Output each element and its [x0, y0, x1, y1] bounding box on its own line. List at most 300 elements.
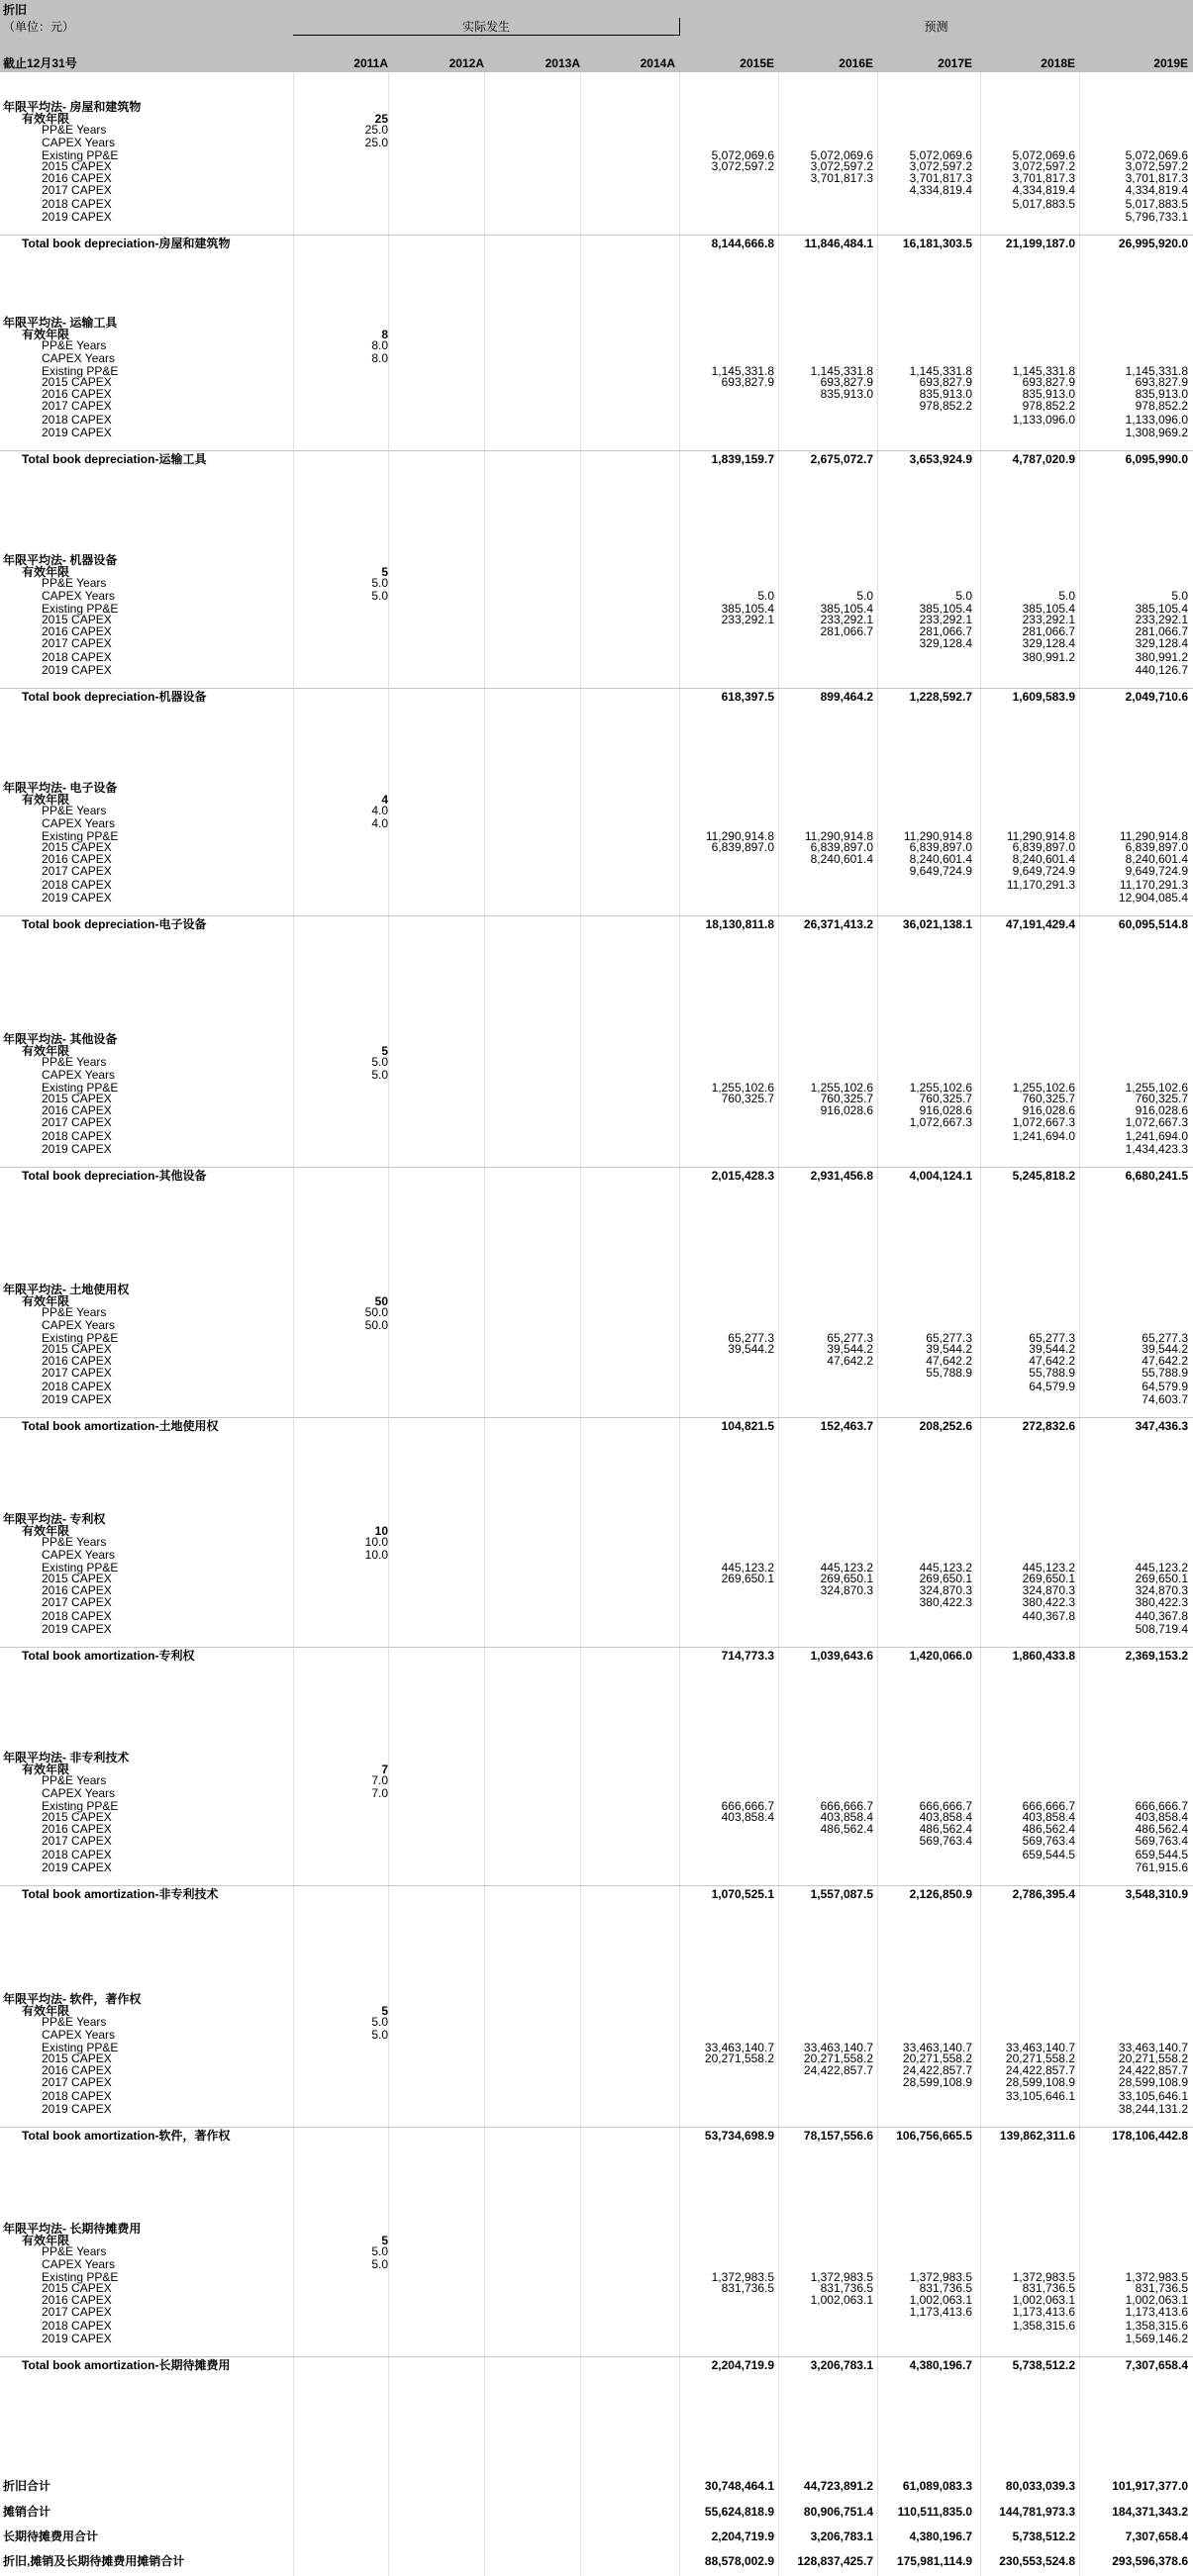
forecast-cell: 440,367.8 [1022, 1609, 1075, 1623]
capex-years-value: 4.0 [371, 816, 388, 830]
forecast-cell: 329,128.4 [1022, 636, 1075, 650]
forecast-cell: 233,292.1 [1135, 613, 1188, 626]
forecast-cell: 5,072,069.6 [810, 148, 873, 162]
year-header-2014A: 2014A [640, 56, 675, 70]
ppe-years-value: 10.0 [364, 1535, 388, 1549]
total-cell: 36,021,138.1 [902, 917, 972, 931]
row-label: Existing PP&E [42, 2041, 119, 2054]
forecast-cell: 9,649,724.9 [1125, 864, 1188, 878]
forecast-cell: 5,072,069.6 [909, 148, 972, 162]
row-label: 2016 CAPEX [42, 387, 112, 401]
capex-years-forecast: 5.0 [757, 589, 774, 603]
forecast-cell: 12,904,085.4 [1118, 891, 1188, 905]
forecast-cell: 28,599,108.9 [1118, 2075, 1188, 2089]
row-label: 2015 CAPEX [42, 2051, 112, 2065]
forecast-cell: 20,271,558.2 [704, 2051, 774, 2065]
useful-life-label: 有效年限 [22, 2234, 70, 2247]
row-label: 2018 CAPEX [42, 1848, 112, 1861]
capex-years-forecast: 5.0 [1171, 589, 1188, 603]
row-label: 2018 CAPEX [42, 2089, 112, 2103]
total-cell: 18,130,811.8 [705, 917, 774, 931]
row-label: 2016 CAPEX [42, 624, 112, 638]
forecast-cell: 1,434,423.3 [1125, 1142, 1188, 1156]
forecast-cell: 385,105.4 [1135, 602, 1188, 616]
section-title: 年限平均法- 其他设备 [3, 1032, 118, 1046]
forecast-cell: 659,544.5 [1022, 1848, 1075, 1861]
year-header-2016E: 2016E [839, 56, 873, 70]
forecast-cell: 233,292.1 [1022, 613, 1075, 626]
forecast-cell: 269,650.1 [1135, 1572, 1188, 1585]
summary-cell: 7,307,658.4 [1125, 2529, 1188, 2543]
forecast-cell: 486,562.4 [919, 1822, 972, 1836]
total-cell: 78,157,556.6 [803, 2129, 873, 2143]
useful-life-value: 50 [374, 1294, 388, 1308]
capex-years-label: CAPEX Years [42, 2028, 116, 2042]
capex-years-label: CAPEX Years [42, 1548, 116, 1562]
row-label: 2019 CAPEX [42, 663, 112, 677]
forecast-cell: 28,599,108.9 [1005, 2075, 1075, 2089]
forecast-cell: 11,290,914.8 [1119, 829, 1188, 843]
forecast-cell: 6,839,897.0 [810, 840, 873, 854]
summary-cell: 101,917,377.0 [1112, 2479, 1188, 2493]
section-title: 年限平均法- 电子设备 [3, 781, 118, 795]
ppe-years-value: 4.0 [371, 804, 388, 817]
total-label: Total book depreciation-电子设备 [22, 917, 207, 931]
forecast-cell: 1,145,331.8 [1125, 364, 1188, 378]
forecast-cell: 380,991.2 [1022, 650, 1075, 664]
forecast-cell: 1,372,983.5 [1012, 2270, 1075, 2284]
forecast-cell: 5,072,069.6 [1125, 148, 1188, 162]
forecast-cell: 831,736.5 [1022, 2281, 1075, 2295]
capex-years-label: CAPEX Years [42, 1786, 116, 1800]
forecast-cell: 64,579.9 [1142, 1380, 1188, 1393]
forecast-cell: 486,562.4 [820, 1822, 873, 1836]
total-cell: 2,204,719.9 [711, 2358, 774, 2372]
forecast-cell: 3,072,597.2 [909, 159, 972, 173]
total-cell: 106,756,665.5 [896, 2129, 972, 2143]
total-cell: 26,371,413.2 [803, 917, 873, 931]
forecast-cell: 281,066.7 [820, 624, 873, 638]
total-divider [0, 1417, 1193, 1418]
forecast-cell: 233,292.1 [721, 613, 774, 626]
row-label: 2019 CAPEX [42, 1142, 112, 1156]
forecast-cell: 831,736.5 [820, 2281, 873, 2295]
forecast-cell: 6,839,897.0 [1012, 840, 1075, 854]
forecast-cell: 47,642.2 [1142, 1354, 1188, 1368]
row-label: 2018 CAPEX [42, 878, 112, 892]
row-label: 2018 CAPEX [42, 1129, 112, 1143]
summary-cell: 88,578,002.9 [704, 2554, 774, 2568]
summary-label: 折旧合计 [3, 2479, 51, 2493]
forecast-cell: 33,463,140.7 [1005, 2041, 1075, 2054]
total-cell: 899,464.2 [820, 690, 873, 704]
summary-cell: 128,837,425.7 [797, 2554, 873, 2568]
forecast-cell: 20,271,558.2 [902, 2051, 972, 2065]
total-cell: 5,738,512.2 [1012, 2358, 1075, 2372]
useful-life-value: 5 [381, 1044, 388, 1058]
row-label: 2017 CAPEX [42, 864, 112, 878]
capex-years-value: 5.0 [371, 2028, 388, 2042]
total-label: Total book depreciation-运输工具 [22, 452, 207, 466]
forecast-cell: 385,105.4 [919, 602, 972, 616]
row-label: 2017 CAPEX [42, 2075, 112, 2089]
row-label: Existing PP&E [42, 1561, 119, 1574]
forecast-cell: 24,422,857.7 [1118, 2063, 1188, 2077]
year-header-2012A: 2012A [448, 56, 484, 70]
forecast-cell: 760,325.7 [721, 1092, 774, 1105]
forecast-cell: 33,463,140.7 [1118, 2041, 1188, 2054]
section-title: 年限平均法- 专利权 [3, 1512, 106, 1526]
forecast-cell: 269,650.1 [919, 1572, 972, 1585]
total-cell: 1,860,433.8 [1012, 1649, 1075, 1663]
useful-life-value: 5 [381, 2234, 388, 2247]
total-cell: 3,206,783.1 [810, 2358, 873, 2372]
forecast-cell: 978,852.2 [1135, 399, 1188, 413]
year-header-2013A: 2013A [545, 56, 580, 70]
forecast-cell: 233,292.1 [919, 613, 972, 626]
forecast-cell: 569,763.4 [919, 1834, 972, 1848]
section-title: 年限平均法- 长期待摊费用 [3, 2222, 142, 2236]
forecast-cell: 24,422,857.7 [803, 2063, 873, 2077]
forecast-cell: 269,650.1 [820, 1572, 873, 1585]
forecast-cell: 24,422,857.7 [902, 2063, 972, 2077]
forecast-cell: 835,913.0 [919, 387, 972, 401]
forecast-cell: 1,173,413.6 [1125, 2305, 1188, 2319]
ppe-years-label: PP&E Years [42, 2244, 107, 2258]
section-title: 年限平均法- 运输工具 [3, 316, 118, 330]
total-cell: 4,787,020.9 [1012, 452, 1075, 466]
total-cell: 3,548,310.9 [1125, 1887, 1188, 1901]
forecast-cell: 659,544.5 [1135, 1848, 1188, 1861]
forecast-cell: 8,240,601.4 [1125, 852, 1188, 866]
column-divider [980, 72, 981, 2576]
forecast-cell: 693,827.9 [1022, 375, 1075, 389]
total-divider [0, 450, 1193, 451]
forecast-cell: 329,128.4 [919, 636, 972, 650]
total-cell: 2,931,456.8 [810, 1169, 873, 1183]
forecast-cell: 55,788.9 [1029, 1366, 1075, 1380]
forecast-cell: 33,463,140.7 [902, 2041, 972, 2054]
row-label: 2016 CAPEX [42, 2063, 112, 2077]
forecast-cell: 486,562.4 [1022, 1822, 1075, 1836]
forecast-cell: 6,839,897.0 [711, 840, 774, 854]
ppe-years-label: PP&E Years [42, 576, 107, 590]
forecast-cell: 65,277.3 [926, 1331, 972, 1345]
summary-cell: 144,781,973.3 [999, 2505, 1075, 2519]
total-cell: 1,420,066.0 [909, 1649, 972, 1663]
forecast-cell: 9,649,724.9 [1012, 864, 1075, 878]
total-cell: 6,680,241.5 [1125, 1169, 1188, 1183]
row-label: Existing PP&E [42, 1081, 119, 1095]
forecast-cell: 916,028.6 [919, 1103, 972, 1117]
summary-cell: 44,723,891.2 [803, 2479, 873, 2493]
useful-life-label: 有效年限 [22, 1294, 70, 1308]
forecast-cell: 1,372,983.5 [711, 2270, 774, 2284]
summary-cell: 2,204,719.9 [711, 2529, 774, 2543]
row-label: 2018 CAPEX [42, 1609, 112, 1623]
summary-cell: 3,206,783.1 [810, 2529, 873, 2543]
forecast-cell: 1,133,096.0 [1012, 413, 1075, 427]
total-cell: 208,252.6 [919, 1419, 972, 1433]
forecast-cell: 5,796,733.1 [1125, 210, 1188, 224]
forecast-cell: 3,701,817.3 [1125, 171, 1188, 185]
capex-years-label: CAPEX Years [42, 1318, 116, 1332]
forecast-cell: 569,763.4 [1135, 1834, 1188, 1848]
forecast-cell: 39,544.2 [926, 1342, 972, 1356]
forecast-cell: 440,367.8 [1135, 1609, 1188, 1623]
forecast-cell: 666,666.7 [820, 1799, 873, 1813]
forecast-cell: 440,126.7 [1135, 663, 1188, 677]
forecast-cell: 693,827.9 [721, 375, 774, 389]
forecast-cell: 65,277.3 [1029, 1331, 1075, 1345]
capex-years-value: 25.0 [364, 136, 388, 149]
column-divider [484, 72, 485, 2576]
row-label: 2016 CAPEX [42, 171, 112, 185]
forecast-cell: 55,788.9 [926, 1366, 972, 1380]
forecast-cell: 1,072,667.3 [1012, 1115, 1075, 1129]
forecast-cell: 3,072,597.2 [1125, 159, 1188, 173]
useful-life-label: 有效年限 [22, 328, 70, 341]
row-label: 2017 CAPEX [42, 1115, 112, 1129]
capex-years-label: CAPEX Years [42, 816, 116, 830]
forecast-cell: 978,852.2 [1022, 399, 1075, 413]
forecast-cell: 403,858.4 [1022, 1810, 1075, 1824]
useful-life-value: 5 [381, 2004, 388, 2018]
summary-cell: 230,553,524.8 [999, 2554, 1075, 2568]
forecast-cell: 269,650.1 [1022, 1572, 1075, 1585]
forecast-cell: 4,334,819.4 [1012, 183, 1075, 197]
forecast-cell: 3,701,817.3 [909, 171, 972, 185]
total-cell: 714,773.3 [721, 1649, 774, 1663]
forecast-cell: 5,017,883.5 [1125, 197, 1188, 211]
summary-label: 折旧,摊销及长期待摊费用摊销合计 [3, 2554, 185, 2568]
total-label: Total book depreciation-房屋和建筑物 [22, 237, 231, 250]
unit-label: （单位：元） [3, 20, 75, 34]
forecast-cell: 324,870.3 [919, 1583, 972, 1597]
total-divider [0, 2356, 1193, 2357]
ppe-years-value: 25.0 [364, 123, 388, 137]
row-label: 2015 CAPEX [42, 159, 112, 173]
capex-years-value: 5.0 [371, 1068, 388, 1082]
forecast-cell: 835,913.0 [820, 387, 873, 401]
row-label: 2017 CAPEX [42, 183, 112, 197]
forecast-cell: 380,422.3 [1022, 1595, 1075, 1609]
total-cell: 104,821.5 [721, 1419, 774, 1433]
capex-years-value: 8.0 [371, 351, 388, 365]
row-label: 2018 CAPEX [42, 2319, 112, 2333]
forecast-cell: 445,123.2 [1135, 1561, 1188, 1574]
forecast-cell: 760,325.7 [820, 1092, 873, 1105]
forecast-cell: 445,123.2 [919, 1561, 972, 1574]
section-title: 年限平均法- 非专利技术 [3, 1751, 130, 1765]
row-label: 2016 CAPEX [42, 1354, 112, 1368]
summary-label: 长期待摊费用合计 [3, 2529, 99, 2543]
ppe-years-label: PP&E Years [42, 1055, 107, 1069]
useful-life-value: 7 [381, 1763, 388, 1776]
useful-life-label: 有效年限 [22, 793, 70, 807]
forecast-cell: 1,255,102.6 [1125, 1081, 1188, 1095]
section-title: 年限平均法- 机器设备 [3, 553, 118, 567]
forecast-cell: 11,290,914.8 [903, 829, 972, 843]
forecast-cell: 1,002,063.1 [810, 2293, 873, 2307]
forecast-cell: 569,763.4 [1022, 1834, 1075, 1848]
total-cell: 1,609,583.9 [1012, 690, 1075, 704]
forecast-cell: 666,666.7 [919, 1799, 972, 1813]
forecast-cell: 28,599,108.9 [902, 2075, 972, 2089]
forecast-cell: 74,603.7 [1142, 1392, 1188, 1406]
ppe-years-label: PP&E Years [42, 2015, 107, 2029]
row-label: 2018 CAPEX [42, 413, 112, 427]
section-title: 年限平均法- 房屋和建筑物 [3, 100, 142, 114]
total-cell: 618,397.5 [721, 690, 774, 704]
forecast-cell: 916,028.6 [1135, 1103, 1188, 1117]
summary-cell: 55,624,818.9 [704, 2505, 774, 2519]
forecast-cell: 3,072,597.2 [1012, 159, 1075, 173]
row-label: 2019 CAPEX [42, 1860, 112, 1874]
forecast-cell: 33,105,646.1 [1118, 2089, 1188, 2103]
forecast-cell: 4,334,819.4 [1125, 183, 1188, 197]
forecast-cell: 65,277.3 [1142, 1331, 1188, 1345]
forecast-cell: 65,277.3 [728, 1331, 774, 1345]
forecast-cell: 385,105.4 [820, 602, 873, 616]
row-label: 2015 CAPEX [42, 613, 112, 626]
forecast-cell: 33,105,646.1 [1005, 2089, 1075, 2103]
forecast-cell: 1,002,063.1 [909, 2293, 972, 2307]
forecast-cell: 39,544.2 [1142, 1342, 1188, 1356]
forecast-cell: 760,325.7 [1022, 1092, 1075, 1105]
forecast-cell: 233,292.1 [820, 613, 873, 626]
forecast-cell: 33,463,140.7 [803, 2041, 873, 2054]
ppe-years-value: 50.0 [364, 1305, 388, 1319]
forecast-cell: 693,827.9 [820, 375, 873, 389]
row-label: 2015 CAPEX [42, 1810, 112, 1824]
useful-life-label: 有效年限 [22, 1763, 70, 1776]
row-label: 2015 CAPEX [42, 375, 112, 389]
total-divider [0, 1885, 1193, 1886]
row-label: 2015 CAPEX [42, 1342, 112, 1356]
capex-years-label: CAPEX Years [42, 351, 116, 365]
total-cell: 16,181,303.5 [902, 237, 972, 250]
forecast-cell: 1,372,983.5 [909, 2270, 972, 2284]
total-cell: 347,436.3 [1135, 1419, 1188, 1433]
forecast-cell: 1,145,331.8 [810, 364, 873, 378]
ppe-years-value: 5.0 [371, 2015, 388, 2029]
forecast-cell: 508,719.4 [1135, 1622, 1188, 1636]
row-label: 2017 CAPEX [42, 1595, 112, 1609]
forecast-cell: 1,372,983.5 [1125, 2270, 1188, 2284]
forecast-cell: 324,870.3 [1135, 1583, 1188, 1597]
summary-cell: 80,906,751.4 [803, 2505, 873, 2519]
total-divider [0, 688, 1193, 689]
summary-cell: 184,371,343.2 [1112, 2505, 1188, 2519]
ppe-years-value: 5.0 [371, 576, 388, 590]
capex-years-forecast: 5.0 [955, 589, 972, 603]
total-cell: 2,049,710.6 [1125, 690, 1188, 704]
forecast-cell: 20,271,558.2 [1005, 2051, 1075, 2065]
row-label: 2017 CAPEX [42, 2305, 112, 2319]
year-header-2011A: 2011A [353, 56, 388, 70]
capex-years-forecast: 5.0 [1058, 589, 1075, 603]
total-cell: 139,862,311.6 [999, 2129, 1075, 2143]
forecast-cell: 3,701,817.3 [810, 171, 873, 185]
row-label: 2019 CAPEX [42, 210, 112, 224]
summary-label: 摊销合计 [3, 2505, 51, 2519]
ppe-years-value: 5.0 [371, 2244, 388, 2258]
forecast-cell: 835,913.0 [1135, 387, 1188, 401]
forecast-cell: 64,579.9 [1029, 1380, 1075, 1393]
column-divider [1079, 72, 1080, 2576]
year-header-2017E: 2017E [938, 56, 972, 70]
forecast-cell: 831,736.5 [721, 2281, 774, 2295]
forecast-cell: 1,002,063.1 [1125, 2293, 1188, 2307]
row-label: 2018 CAPEX [42, 650, 112, 664]
forecast-cell: 5,072,069.6 [711, 148, 774, 162]
forecast-cell: 760,325.7 [1135, 1092, 1188, 1105]
total-cell: 8,144,666.8 [711, 237, 774, 250]
forecast-cell: 445,123.2 [721, 1561, 774, 1574]
forecast-cell: 33,463,140.7 [704, 2041, 774, 2054]
forecast-cell: 3,072,597.2 [810, 159, 873, 173]
useful-life-value: 25 [374, 112, 388, 126]
forecast-cell: 831,736.5 [919, 2281, 972, 2295]
column-divider [877, 72, 878, 2576]
total-divider [0, 2127, 1193, 2128]
total-label: Total book depreciation-机器设备 [22, 690, 207, 704]
forecast-cell: 1,372,983.5 [810, 2270, 873, 2284]
forecast-cell: 6,839,897.0 [909, 840, 972, 854]
capex-years-label: CAPEX Years [42, 1068, 116, 1082]
summary-cell: 61,089,083.3 [902, 2479, 972, 2493]
ppe-years-label: PP&E Years [42, 123, 107, 137]
sheet-title: 折旧 [3, 3, 28, 17]
ppe-years-label: PP&E Years [42, 1773, 107, 1787]
summary-cell: 30,748,464.1 [704, 2479, 774, 2493]
capex-years-value: 5.0 [371, 2257, 388, 2271]
forecast-cell: 47,642.2 [926, 1354, 972, 1368]
forecast-cell: 1,145,331.8 [711, 364, 774, 378]
ppe-years-value: 8.0 [371, 338, 388, 352]
useful-life-value: 10 [374, 1524, 388, 1538]
forecast-cell: 269,650.1 [721, 1572, 774, 1585]
ppe-years-label: PP&E Years [42, 338, 107, 352]
forecast-cell: 1,145,331.8 [1012, 364, 1075, 378]
summary-cell: 110,511,835.0 [897, 2505, 972, 2519]
forecast-cell: 65,277.3 [827, 1331, 873, 1345]
useful-life-value: 5 [381, 565, 388, 579]
summary-cell: 175,981,114.9 [896, 2554, 972, 2568]
useful-life-label: 有效年限 [22, 2004, 70, 2018]
forecast-cell: 5,072,069.6 [1012, 148, 1075, 162]
forecast-cell: 11,290,914.8 [1006, 829, 1075, 843]
row-label: 2019 CAPEX [42, 2102, 112, 2116]
useful-life-value: 8 [381, 328, 388, 341]
ppe-years-label: PP&E Years [42, 1305, 107, 1319]
row-label: 2016 CAPEX [42, 1103, 112, 1117]
total-cell: 6,095,990.0 [1125, 452, 1188, 466]
total-label: Total book depreciation-其他设备 [22, 1169, 207, 1183]
total-label: Total book amortization-土地使用权 [22, 1419, 219, 1433]
total-cell: 2,675,072.7 [810, 452, 873, 466]
row-label: Existing PP&E [42, 829, 119, 843]
forecast-cell: 1,241,694.0 [1125, 1129, 1188, 1143]
column-divider [388, 72, 389, 2576]
forecast-cell: 1,072,667.3 [1125, 1115, 1188, 1129]
row-label: 2019 CAPEX [42, 891, 112, 905]
row-label: 2017 CAPEX [42, 399, 112, 413]
useful-life-label: 有效年限 [22, 565, 70, 579]
capex-years-label: CAPEX Years [42, 136, 116, 149]
section-title: 年限平均法- 土地使用权 [3, 1283, 130, 1296]
